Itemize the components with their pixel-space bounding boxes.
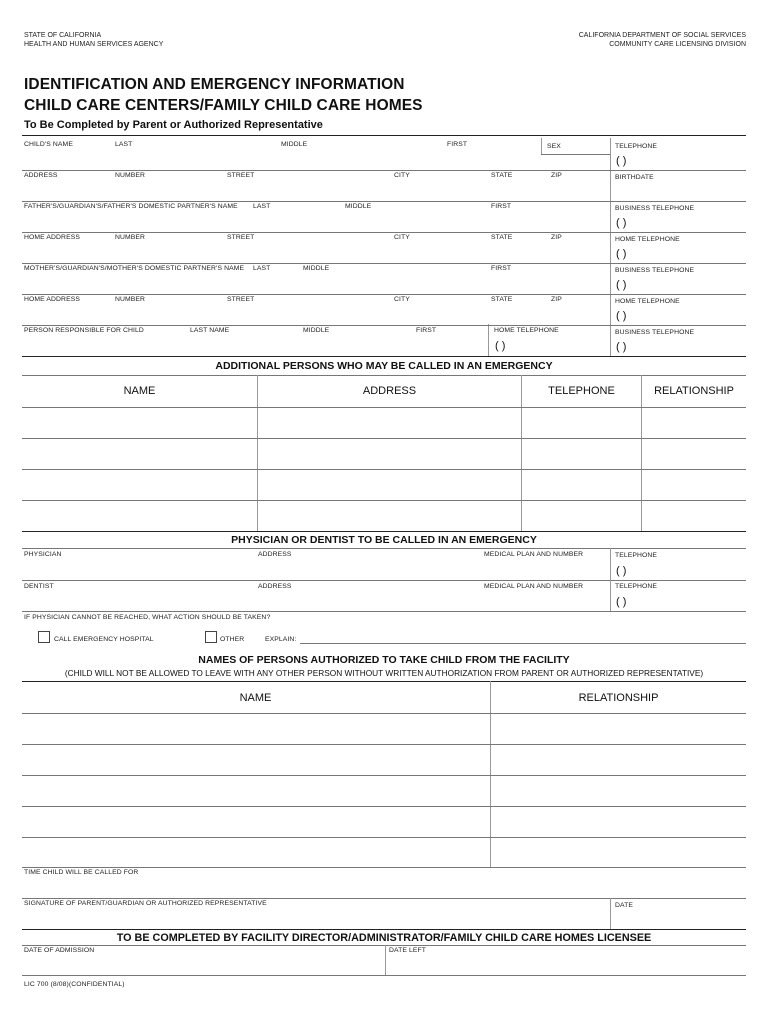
father-business-phone-label: BUSINESS TELEPHONE (615, 205, 695, 212)
responsible-phone-divider (488, 324, 489, 356)
child-street-label: STREET (227, 172, 255, 179)
emergency-row-line-3 (22, 469, 746, 470)
emergency-divider-1 (257, 375, 258, 531)
date-label: DATE (615, 902, 634, 909)
authorized-col-name: NAME (239, 692, 272, 704)
father-middle-label: MIDDLE (345, 203, 372, 210)
row-line-3 (22, 232, 746, 233)
emergency-row-line-5 (22, 531, 746, 532)
mother-home-phone-area[interactable]: ( ) (616, 310, 627, 322)
call-hospital-checkbox[interactable] (38, 631, 50, 643)
mother-state-label: STATE (491, 296, 513, 303)
child-last-label: LAST (115, 141, 133, 148)
sex-box-bottom (541, 154, 610, 155)
emergency-col-telephone: TELEPHONE (548, 385, 615, 397)
dentist-phone-area[interactable]: ( ) (616, 596, 627, 608)
dentist-plan-label: MEDICAL PLAN AND NUMBER (484, 583, 584, 590)
form-title-line1: IDENTIFICATION AND EMERGENCY INFORMATION (24, 76, 405, 93)
facility-section-title: TO BE COMPLETED BY FACILITY DIRECTOR/ADMINISTRATOR/FAMILY CHILD CARE HOMES LICENSEE (116, 932, 652, 944)
child-address-label: ADDRESS (24, 172, 58, 179)
physician-address-label: ADDRESS (258, 551, 292, 558)
responsible-home-phone-label: HOME TELEPHONE (494, 327, 559, 334)
department-label: CALIFORNIA DEPARTMENT OF SOCIAL SERVICES (578, 32, 746, 39)
mother-zip-label: ZIP (551, 296, 562, 303)
call-hospital-label: CALL EMERGENCY HOSPITAL (54, 636, 154, 643)
responsible-middle-label: MIDDLE (303, 327, 330, 334)
authorized-row-line-5 (22, 837, 746, 838)
explain-input-line[interactable] (300, 643, 746, 644)
date-left-label: DATE LEFT (389, 947, 427, 954)
father-zip-label: ZIP (551, 234, 562, 241)
agency-label: HEALTH AND HUMAN SERVICES AGENCY (24, 41, 164, 48)
father-home-address-label: HOME ADDRESS (24, 234, 80, 241)
other-label: OTHER (220, 636, 245, 643)
mother-business-phone-area[interactable]: ( ) (616, 279, 627, 291)
authorized-divider (490, 681, 491, 867)
division-label: COMMUNITY CARE LICENSING DIVISION (609, 41, 746, 48)
sex-divider (541, 138, 542, 154)
title-rule (22, 135, 746, 136)
mother-business-phone-label: BUSINESS TELEPHONE (615, 267, 695, 274)
responsible-business-phone-label: BUSINESS TELEPHONE (615, 329, 695, 336)
mother-first-label: FIRST (491, 265, 512, 272)
facility-row-line (22, 975, 746, 976)
emergency-row-line-2 (22, 438, 746, 439)
physician-row-line (22, 580, 746, 581)
father-state-label: STATE (491, 234, 513, 241)
birthdate-label: BIRTHDATE (615, 174, 654, 181)
agency-header-left (24, 31, 163, 49)
authorized-row-line-6 (22, 867, 746, 868)
signature-row-line (22, 929, 746, 930)
mother-number-label: NUMBER (115, 296, 146, 303)
child-phone-area[interactable]: ( ) (616, 155, 627, 167)
mother-street-label: STREET (227, 296, 255, 303)
row-line-2b (22, 201, 610, 202)
responsible-business-phone-area[interactable]: ( ) (616, 341, 627, 353)
child-middle-label: MIDDLE (281, 141, 308, 148)
father-city-label: CITY (394, 234, 410, 241)
emergency-row-line-1 (22, 407, 746, 408)
emergency-divider-2 (521, 375, 522, 531)
authorized-row-line-1 (22, 713, 746, 714)
physician-title-rule (22, 548, 746, 549)
authorized-note: (CHILD WILL NOT BE ALLOWED TO LEAVE WITH ANY OTHER PERSON WITHOUT WRITTEN AUTHORIZATION FROM PARENT OR AUTHORIZED REPRESENTATIVE) (64, 668, 704, 678)
form-subtitle: To Be Completed by Parent or Authorized Representative (24, 119, 323, 131)
mother-city-label: CITY (394, 296, 410, 303)
father-business-phone-area[interactable]: ( ) (616, 217, 627, 229)
child-telephone-label: TELEPHONE (615, 143, 658, 150)
date-admission-label: DATE OF ADMISSION (24, 947, 95, 954)
mother-home-address-label: HOME ADDRESS (24, 296, 80, 303)
authorized-col-relationship: RELATIONSHIP (578, 692, 659, 704)
father-street-label: STREET (227, 234, 255, 241)
physician-telephone-label: TELEPHONE (615, 552, 658, 559)
time-called-label: TIME CHILD WILL BE CALLED FOR (24, 869, 139, 876)
authorized-row-line-3 (22, 775, 746, 776)
explain-label: EXPLAIN: (265, 636, 297, 643)
facility-divider (385, 945, 386, 975)
physician-section-title: PHYSICIAN OR DENTIST TO BE CALLED IN AN EMERGENCY (231, 534, 537, 546)
row-line-1 (22, 170, 746, 171)
form-id-footer: LIC 700 (8/08)(CONFIDENTIAL) (24, 981, 125, 988)
child-city-label: CITY (394, 172, 410, 179)
physician-phone-divider (610, 548, 611, 611)
if-unreachable-label: IF PHYSICIAN CANNOT BE REACHED, WHAT ACTION SHOULD BE TAKEN? (24, 614, 271, 621)
dentist-telephone-label: TELEPHONE (615, 583, 658, 590)
authorized-title-rule (22, 681, 746, 682)
emergency-divider-3 (641, 375, 642, 531)
authorized-row-line-4 (22, 806, 746, 807)
father-first-label: FIRST (491, 203, 512, 210)
other-checkbox[interactable] (205, 631, 217, 643)
mother-last-label: LAST (253, 265, 271, 272)
physician-plan-label: MEDICAL PLAN AND NUMBER (484, 551, 584, 558)
facility-title-rule (22, 945, 746, 946)
signature-label: SIGNATURE OF PARENT/GUARDIAN OR AUTHORIZED REPRESENTATIVE (24, 900, 267, 907)
father-name-label: FATHER'S/GUARDIAN'S/FATHER'S DOMESTIC PARTNER'S NAME (24, 203, 238, 210)
sex-label: SEX (547, 143, 561, 150)
emergency-col-address: ADDRESS (362, 385, 417, 397)
mother-middle-label: MIDDLE (303, 265, 330, 272)
form-title-line2: CHILD CARE CENTERS/FAMILY CHILD CARE HOMES (24, 97, 423, 114)
childs-name-label: CHILD'S NAME (24, 141, 73, 148)
authorized-row-line-2 (22, 744, 746, 745)
person-responsible-label: PERSON RESPONSIBLE FOR CHILD (24, 327, 144, 334)
father-number-label: NUMBER (115, 234, 146, 241)
emergency-row-line-4 (22, 500, 746, 501)
dentist-row-line (22, 611, 746, 612)
agency-header-right (579, 31, 746, 49)
state-label: STATE OF CALIFORNIA (24, 32, 102, 39)
dentist-address-label: ADDRESS (258, 583, 292, 590)
authorized-section-title: NAMES OF PERSONS AUTHORIZED TO TAKE CHILD FROM THE FACILITY (198, 654, 570, 666)
emergency-col-name: NAME (123, 385, 156, 397)
row-line-6 (22, 325, 746, 326)
physician-phone-area[interactable]: ( ) (616, 565, 627, 577)
responsible-last-name-label: LAST NAME (190, 327, 230, 334)
responsible-first-label: FIRST (416, 327, 437, 334)
row-line-7 (22, 356, 746, 357)
emergency-col-relationship: RELATIONSHIP (654, 385, 734, 397)
physician-label: PHYSICIAN (24, 551, 62, 558)
mother-name-label: MOTHER'S/GUARDIAN'S/MOTHER'S DOMESTIC PARTNER'S NAME (24, 265, 245, 272)
time-row-line (22, 898, 746, 899)
date-divider (610, 898, 611, 929)
row-line-5 (22, 294, 746, 295)
father-home-phone-area[interactable]: ( ) (616, 248, 627, 260)
row-line-2a (610, 201, 746, 202)
father-home-phone-label: HOME TELEPHONE (615, 236, 680, 243)
child-first-label: FIRST (447, 141, 468, 148)
child-number-label: NUMBER (115, 172, 146, 179)
mother-home-phone-label: HOME TELEPHONE (615, 298, 680, 305)
dentist-label: DENTIST (24, 583, 54, 590)
child-zip-label: ZIP (551, 172, 562, 179)
child-state-label: STATE (491, 172, 513, 179)
emergency-title-rule (22, 375, 746, 376)
row-line-4 (22, 263, 746, 264)
emergency-section-title: ADDITIONAL PERSONS WHO MAY BE CALLED IN AN EMERGENCY (215, 360, 553, 372)
responsible-home-phone-area[interactable]: ( ) (495, 340, 506, 352)
father-last-label: LAST (253, 203, 271, 210)
